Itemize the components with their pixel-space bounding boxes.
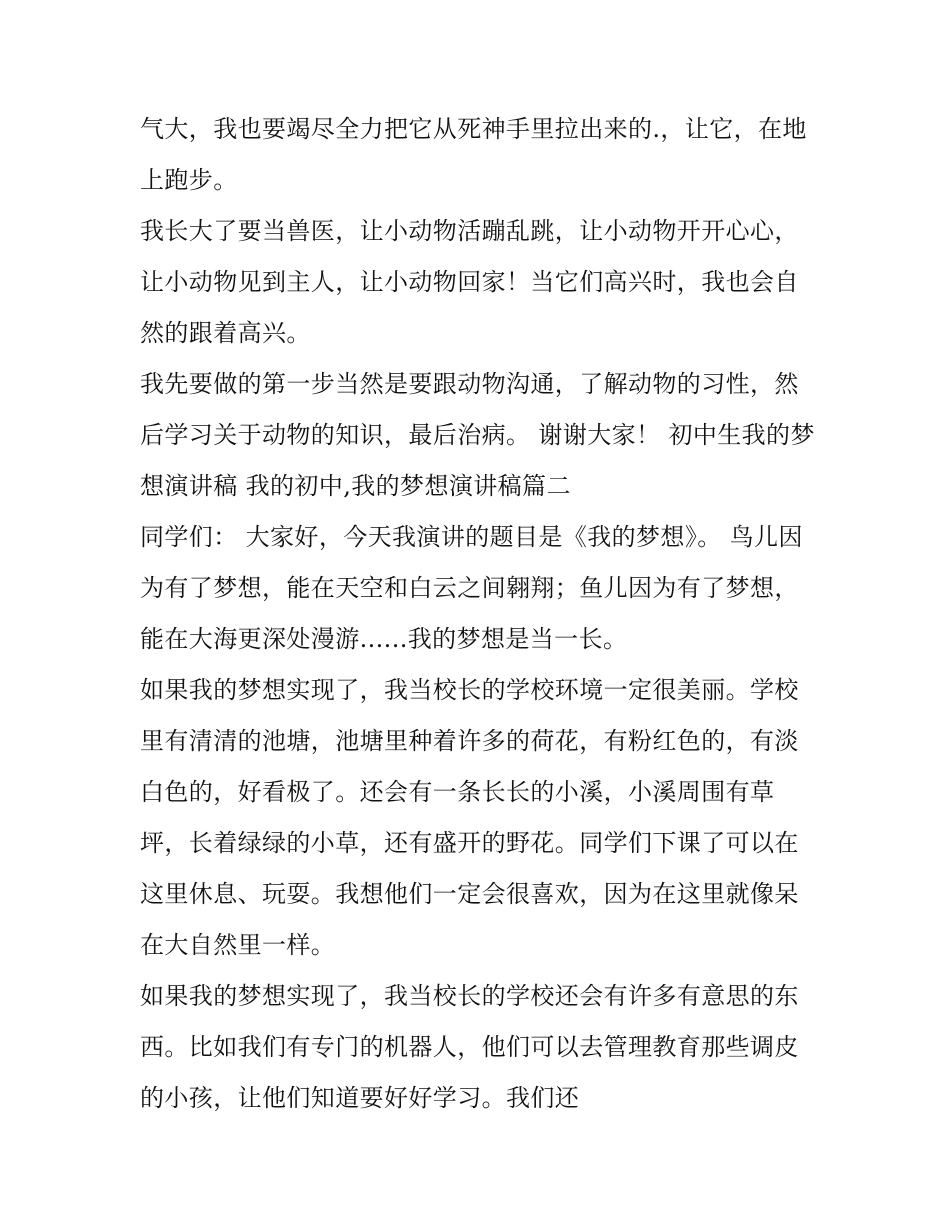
paragraph: 气大，我也要竭尽全力把它从死神手里拉出来的.，让它，在地上跑步。 <box>140 115 807 194</box>
paragraph: 同学们： 大家好，今天我演讲的题目是《我的梦想》。 鸟儿因为有了梦想，能在天空和白云之间翱翔；鱼儿因为有了梦想，能在大海更深处漫游......我的梦想是当一长。 <box>140 523 803 653</box>
document-body <box>140 104 820 1124</box>
paragraph: 我长大了要当兽医，让小动物活蹦乱跳，让小动物开开心心，让小动物见到主人，让小动物回家！当它们高兴时，我也会自然的跟着高兴。 <box>140 217 799 347</box>
paragraph: 我先要做的第一步当然是要跟动物沟通，了解动物的习性，然后学习关于动物的知识，最后治病。 谢谢大家！ 初中生我的梦想演讲稿 我的初中,我的梦想演讲稿篇二 <box>140 370 815 500</box>
paragraph: 如果我的梦想实现了，我当校长的学校还会有许多有意思的东西。比如我们有专门的机器人，他们可以去管理教育那些调皮的小孩，让他们知道要好好学习。我们还 <box>140 982 799 1112</box>
paragraph: 如果我的梦想实现了，我当校长的学校环境一定很美丽。学校里有清清的池塘，池塘里种着许多的荷花，有粉红色的，有淡白色的，好看极了。还会有一条长长的小溪，小溪周围有草坪，长着绿绿的小草，还有盛开的野花。同学们下课了可以在这里休息、玩耍。我想他们一定会很喜欢，因为在这里就像呆在大自然里一样。 <box>140 676 799 959</box>
